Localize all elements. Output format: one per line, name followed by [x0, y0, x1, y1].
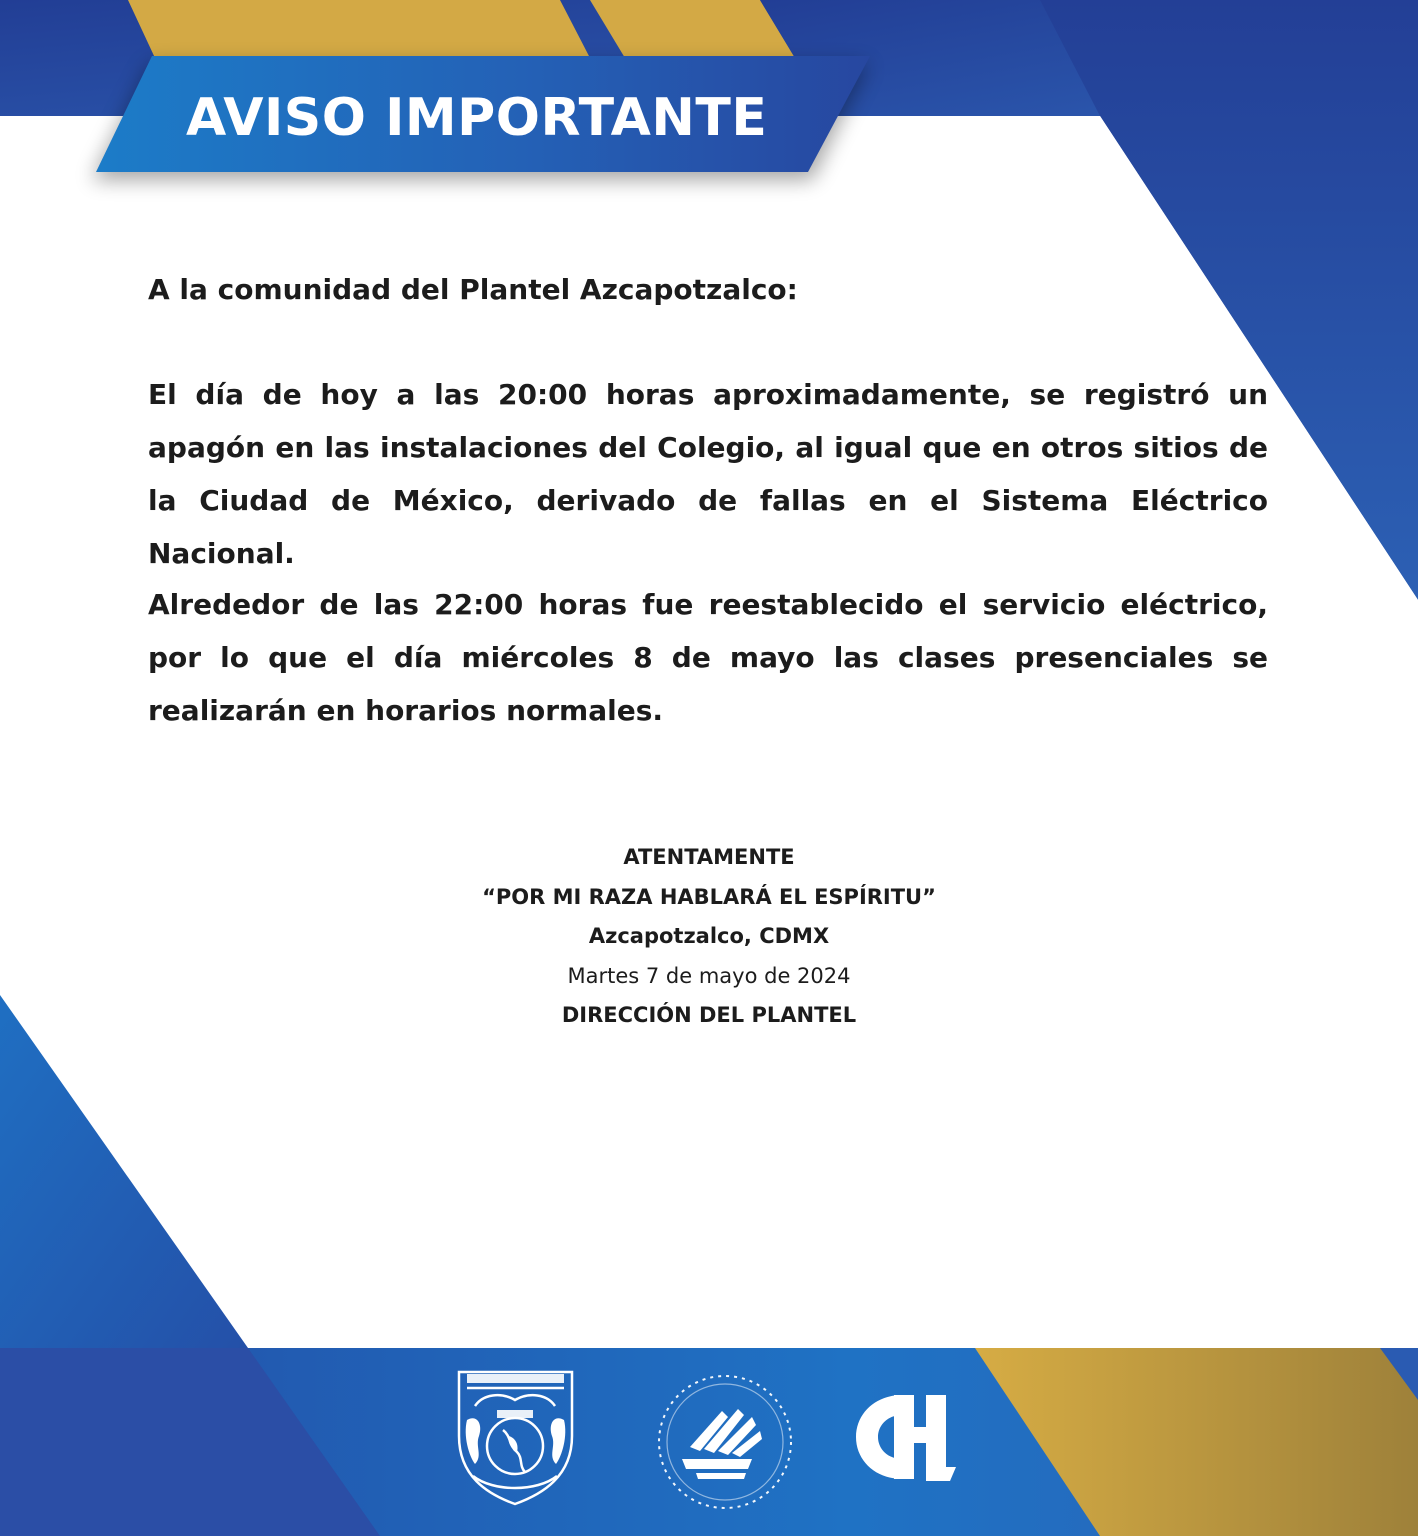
paragraph-outage: El día de hoy a las 20:00 horas aproximadamente, se registró un apagón en las instalaciones del Colegio, al igual que en otros sitios de la Ciudad de México, derivado de fallas en el Sistema Eléctrico Nacional.	[148, 378, 1268, 570]
cch-emblem-icon	[656, 1373, 794, 1511]
ch-monogram-icon	[852, 1389, 958, 1485]
paragraph-restored: Alrededor de las 22:00 horas fue reestablecido el servicio eléctrico, por lo que el día miércoles 8 de mayo las clases presenciales se realizarán en horarios normales.	[148, 588, 1268, 727]
unam-shield-icon	[453, 1366, 578, 1508]
closing-signature: DIRECCIÓN DEL PLANTEL	[561, 1003, 857, 1027]
closing-salutation: ATENTAMENTE	[623, 845, 795, 869]
closing-date: Martes 7 de mayo de 2024	[567, 963, 851, 988]
closing-place: Azcapotzalco, CDMX	[588, 924, 830, 948]
notice-title: AVISO IMPORTANTE	[186, 88, 768, 148]
closing-block	[400, 838, 1018, 1036]
closing-motto: “POR MI RAZA HABLARÁ EL ESPÍRITU”	[482, 884, 936, 909]
greeting: A la comunidad del Plantel Azcapotzalco:	[148, 273, 798, 306]
